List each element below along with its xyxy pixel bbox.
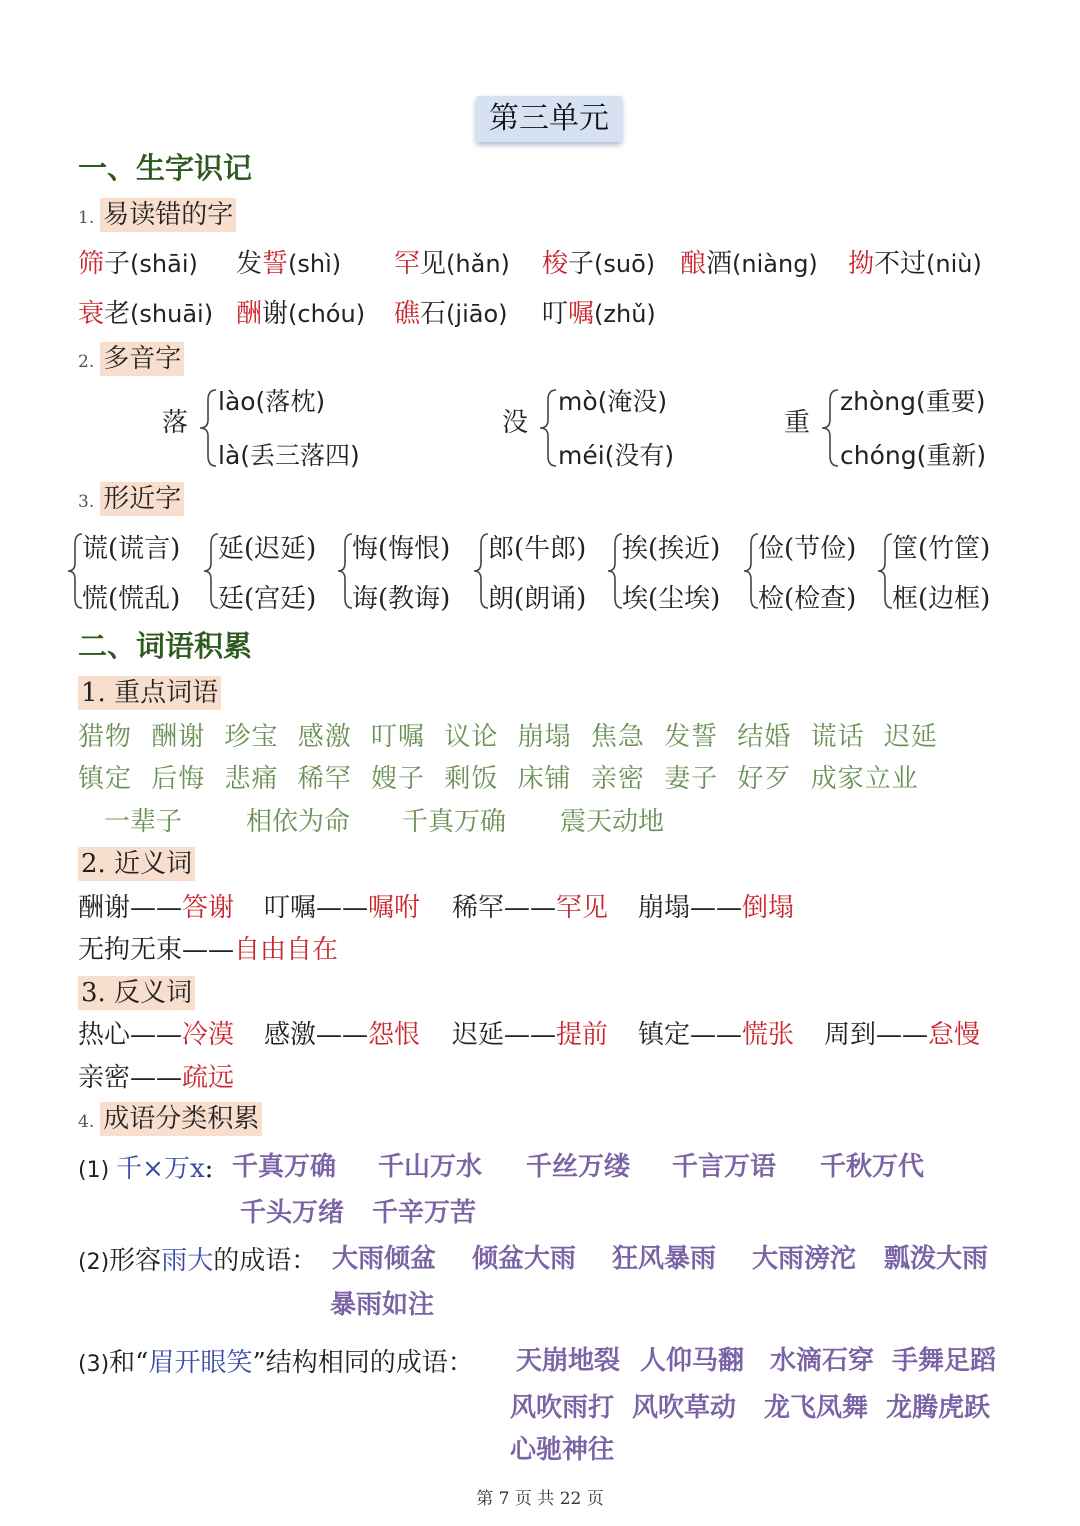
idiom: 千辛万苦	[372, 1198, 477, 1228]
idiom: 风吹雨打	[510, 1393, 615, 1423]
duoyin-reading: méi(没有)	[558, 441, 675, 470]
xingjin-word: 埃(尘埃)	[622, 584, 721, 614]
idiom-category-label: (1) 千×万x:	[78, 1154, 214, 1184]
idiom: 人仰马翻	[640, 1346, 745, 1376]
synonym-pair: 稀罕——罕见	[452, 893, 609, 923]
xingjin-word: 诲(教诲)	[352, 584, 451, 614]
xingjin-word: 检(检查)	[758, 584, 857, 614]
xingjin-word: 郎(牛郎)	[488, 534, 587, 564]
antonym-pair: 感激——怨恨	[264, 1020, 421, 1050]
idiom: 瓢泼大雨	[884, 1244, 989, 1274]
section-heading-2: 二、词语积累	[78, 629, 253, 663]
xingjin-word: 廷(宫廷)	[218, 584, 317, 614]
xingjin-word: 朗(朗诵)	[488, 584, 587, 614]
idiom: 千丝万缕	[526, 1152, 631, 1182]
idiom: 狂风暴雨	[612, 1244, 717, 1274]
sub-label: 易读错的字	[100, 198, 236, 232]
xingjin-word: 谎(谎言)	[82, 534, 181, 564]
yidu-item: 衰老(shuāi)	[78, 299, 214, 329]
duoyin-reading: zhòng(重要)	[840, 387, 986, 416]
antonym-pair: 镇定——慌张	[638, 1020, 795, 1050]
brace-icon	[820, 388, 840, 468]
brace-icon	[198, 388, 218, 468]
idiom: 天崩地裂	[516, 1346, 621, 1376]
idiom: 倾盆大雨	[472, 1244, 577, 1274]
xingjin-word: 框(边框)	[892, 584, 991, 614]
duoyin-char: 落	[162, 408, 189, 438]
yidu-item: 酬谢(chóu)	[236, 299, 366, 329]
word-list-item: 相依为命	[246, 807, 351, 837]
section-heading-1: 一、生字识记	[78, 151, 253, 185]
sub-heading-zhongdian: 1. 重点词语	[78, 672, 221, 709]
xingjin-word: 慌(慌乱)	[82, 584, 181, 614]
idiom: 大雨滂沱	[752, 1244, 857, 1274]
word-list-item: 千真万确	[402, 807, 507, 837]
duoyin-reading: mò(淹没)	[558, 387, 668, 416]
idiom-category-label: (3)和“眉开眼笑”结构相同的成语：	[78, 1348, 474, 1378]
sub-heading-jinyi: 2. 近义词	[78, 843, 195, 880]
idiom: 龙腾虎跃	[886, 1393, 991, 1423]
sub-number: 1.	[78, 208, 95, 228]
word-list-row: 镇定 后悔 悲痛 稀罕 嫂子 剩饭 床铺 亲密 妻子 好歹 成家立业	[78, 764, 919, 794]
idiom: 手舞足蹈	[892, 1346, 997, 1376]
sub-heading-duoyin: 2. 多音字	[78, 338, 184, 375]
antonym-pair: 亲密——疏远	[78, 1063, 235, 1093]
brace-icon	[538, 388, 558, 468]
idiom: 心驰神往	[510, 1435, 615, 1465]
word-list-item: 震天动地	[560, 807, 665, 837]
yidu-item: 拗不过(niù)	[848, 249, 982, 279]
yidu-item: 礁石(jiāo)	[394, 299, 508, 329]
word-list-item: 一辈子	[104, 807, 183, 837]
sub-heading-chengyu: 4. 成语分类积累	[78, 1098, 262, 1135]
yidu-item: 酿酒(niàng)	[680, 249, 818, 279]
duoyin-reading: chóng(重新)	[840, 441, 987, 470]
synonym-pair: 无拘无束——自由自在	[78, 935, 339, 965]
xingjin-word: 俭(节俭)	[758, 534, 857, 564]
idiom: 龙飞凤舞	[764, 1393, 869, 1423]
idiom: 千真万确	[232, 1152, 337, 1182]
sub-heading-yidu	[78, 194, 236, 231]
sub-heading-fanyi: 3. 反义词	[78, 972, 195, 1009]
page-title: 第三单元	[476, 96, 622, 142]
xingjin-word: 筐(竹筐)	[892, 534, 991, 564]
yidu-item: 发誓(shì)	[236, 249, 342, 279]
antonym-pair: 周到——怠慢	[824, 1020, 981, 1050]
antonym-pair: 迟延——提前	[452, 1020, 609, 1050]
yidu-item: 叮嘱(zhǔ)	[542, 299, 656, 329]
yidu-item: 梭子(suō)	[542, 249, 656, 279]
duoyin-reading: là(丢三落四)	[218, 441, 360, 470]
xingjin-word: 挨(挨近)	[622, 534, 721, 564]
antonym-pair: 热心——冷漠	[78, 1020, 235, 1050]
yidu-item: 筛子(shāi)	[78, 249, 198, 279]
idiom: 千头万绪	[240, 1198, 345, 1228]
duoyin-char: 没	[502, 408, 529, 438]
xingjin-word: 悔(悔恨)	[352, 534, 451, 564]
idiom: 暴雨如注	[330, 1290, 435, 1320]
synonym-pair: 叮嘱——嘱咐	[264, 893, 421, 923]
xingjin-word: 延(迟延)	[218, 534, 317, 564]
idiom: 大雨倾盆	[332, 1244, 437, 1274]
page-number: 第 7 页 共 22 页	[476, 1489, 604, 1509]
synonym-pair: 崩塌——倒塌	[638, 893, 795, 923]
duoyin-char: 重	[784, 408, 811, 438]
synonym-pair: 酬谢——答谢	[78, 893, 235, 923]
idiom: 千言万语	[672, 1152, 777, 1182]
idiom-category-label: (2)形容雨大的成语：	[78, 1246, 318, 1276]
duoyin-reading: lào(落枕)	[218, 387, 326, 416]
idiom: 千秋万代	[820, 1152, 925, 1182]
yidu-item: 罕见(hǎn)	[394, 249, 510, 279]
idiom: 千山万水	[378, 1152, 483, 1182]
word-list-row: 猎物 酬谢 珍宝 感激 叮嘱 议论 崩塌 焦急 发誓 结婚 谎话 迟延	[78, 722, 938, 752]
sub-heading-xingjin: 3. 形近字	[78, 478, 184, 515]
idiom: 风吹草动	[632, 1393, 737, 1423]
idiom: 水滴石穿	[770, 1346, 875, 1376]
